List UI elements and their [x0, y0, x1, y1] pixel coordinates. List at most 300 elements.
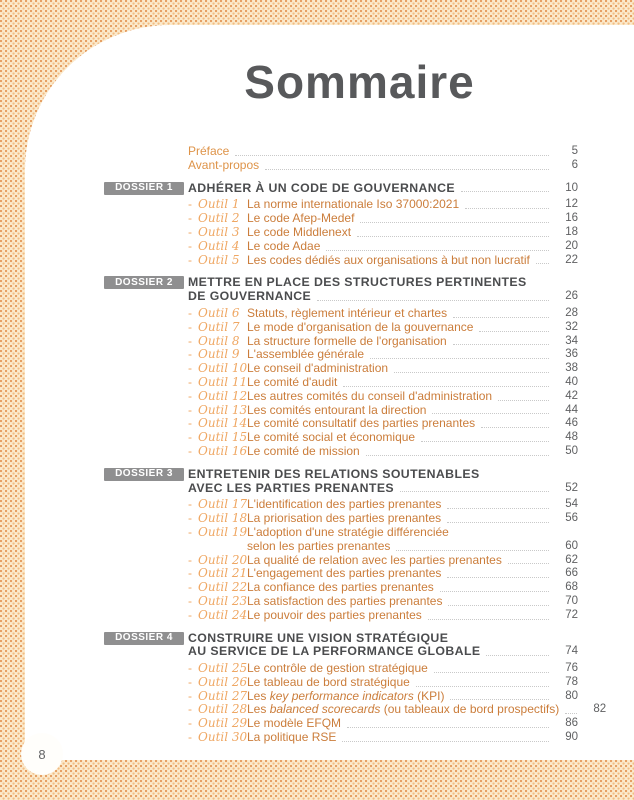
- title-lines: [188, 468, 578, 496]
- title-segment: La structure formelle de l'organisation: [247, 333, 447, 348]
- dash-icon: -: [188, 497, 192, 512]
- title-lines: [188, 632, 578, 660]
- title-text: [247, 731, 336, 745]
- title-lines: [247, 307, 578, 321]
- outil-label: Outil 27: [198, 688, 248, 703]
- outil-page-number: 54: [565, 498, 578, 511]
- outil-row: [188, 212, 578, 226]
- outil-label: Outil 12: [198, 388, 248, 403]
- title-segment: Le comité de mission: [247, 443, 360, 458]
- title-text: [247, 362, 388, 376]
- outil-row: [188, 662, 578, 676]
- dotted-leader: [447, 522, 549, 523]
- dash-icon: -: [188, 661, 192, 676]
- outil-label: Outil 11: [198, 374, 248, 389]
- title-segment: Le pouvoir des parties prenantes: [247, 607, 422, 622]
- outil-label: Outil 7: [198, 319, 240, 334]
- title-segment: Le conseil d'administration: [247, 361, 389, 376]
- dash-icon: -: [188, 430, 192, 445]
- outil-page-number: 56: [565, 512, 578, 525]
- dash-icon: -: [188, 730, 192, 745]
- dotted-leader: [434, 672, 549, 673]
- outil-label: Outil 10: [198, 361, 248, 376]
- dash-icon: -: [188, 702, 192, 717]
- title-text: [247, 198, 459, 212]
- outil-row: [188, 731, 578, 745]
- title-text: [247, 703, 559, 717]
- title-text: [247, 335, 447, 349]
- title-text: [188, 276, 527, 290]
- title-segment: Les: [247, 688, 270, 703]
- title-text: [188, 468, 480, 482]
- dotted-leader: [498, 400, 549, 401]
- title-line: [247, 404, 578, 418]
- dossier-badge: DOSSIER 3: [104, 468, 184, 481]
- title-line: [247, 240, 578, 254]
- outil-page-number: 80: [565, 689, 578, 702]
- dossier-badge: DOSSIER 4: [104, 632, 184, 645]
- title-segment: Les: [247, 702, 270, 717]
- title-text: [247, 554, 502, 568]
- dotted-leader: [360, 222, 549, 223]
- outil-page-number: 36: [565, 348, 578, 361]
- outil-label: Outil 29: [198, 716, 248, 731]
- title-segment: Le mode d'organisation de la gouvernance: [247, 319, 474, 334]
- title-segment: Le code Middlenext: [247, 224, 352, 239]
- title-line: [247, 540, 578, 554]
- front-matter-page-number: 5: [571, 145, 578, 157]
- front-matter-page-number: 6: [571, 158, 578, 171]
- dash-icon: -: [188, 511, 192, 526]
- outil-page-number: 16: [565, 212, 578, 225]
- title-text: [247, 498, 441, 512]
- outil-page-number: 78: [565, 675, 578, 688]
- outil-label: Outil 3: [198, 224, 240, 239]
- title-segment: AVEC LES PARTIES PRENANTES: [188, 480, 395, 495]
- outil-label: Outil 26: [198, 674, 248, 689]
- title-line: [188, 276, 578, 290]
- title-segment: Statuts, règlement intérieur et chartes: [247, 305, 448, 320]
- outil-row: [188, 609, 578, 623]
- title-line: [247, 212, 578, 226]
- dotted-leader: [317, 300, 549, 301]
- title-text: [247, 417, 475, 431]
- title-lines: [247, 567, 578, 581]
- title-segment: La qualité de relation avec les parties prenantes: [247, 552, 502, 567]
- outil-row: [188, 676, 578, 690]
- outil-page-number: 40: [565, 375, 578, 388]
- dash-icon: -: [188, 443, 192, 458]
- outil-page-number: 18: [565, 225, 578, 238]
- title-line: [247, 609, 578, 623]
- outil-page-number: 66: [565, 567, 578, 580]
- dossier-section: [104, 630, 607, 745]
- title-lines: [247, 254, 578, 268]
- outil-page-number: 22: [565, 253, 578, 266]
- title-lines: [247, 676, 578, 690]
- title-text: [188, 290, 311, 304]
- outil-label: Outil 25: [198, 661, 248, 676]
- title-text: [247, 662, 428, 676]
- title-text: [247, 526, 449, 540]
- title-line: [188, 645, 578, 659]
- title-line: [247, 362, 578, 376]
- dash-icon: -: [188, 252, 192, 267]
- dash-icon: -: [188, 333, 192, 348]
- dash-icon: -: [188, 524, 192, 539]
- title-line: [188, 482, 578, 496]
- dotted-leader: [370, 358, 549, 359]
- title-line: [247, 348, 578, 362]
- title-segment: L'adoption d'une stratégie différenciée: [247, 524, 449, 539]
- front-matter-row: [188, 159, 578, 173]
- outil-row: [188, 254, 578, 268]
- title-text: [247, 240, 320, 254]
- dotted-leader: [465, 208, 549, 209]
- page-title: Sommaire: [244, 56, 475, 108]
- outil-label: Outil 15: [198, 430, 248, 445]
- title-text: [247, 390, 492, 404]
- title-line: [247, 226, 578, 240]
- title-segment: METTRE EN PLACE DES STRUCTURES PERTINENTES: [188, 275, 527, 290]
- outil-label: Outil 8: [198, 333, 240, 348]
- title-line: [188, 182, 578, 196]
- title-segment: selon les parties prenantes: [247, 538, 391, 553]
- dotted-leader: [357, 236, 549, 237]
- front-matter-row: [188, 145, 578, 159]
- title-segment: Les autres comités du conseil d'administration: [247, 388, 493, 403]
- title-lines: [247, 348, 578, 362]
- dash-icon: -: [188, 361, 192, 376]
- outil-label: Outil 30: [198, 730, 248, 745]
- title-lines: [247, 240, 578, 254]
- title-line: [188, 468, 578, 482]
- title-segment: Le modèle EFQM: [247, 716, 342, 731]
- outil-list: [188, 198, 578, 267]
- outil-page-number: 62: [565, 553, 578, 566]
- dotted-leader: [450, 699, 549, 700]
- title-segment: L'assemblée générale: [247, 347, 365, 362]
- dossier-page-number: 52: [565, 481, 578, 494]
- title-segment: balanced scorecards: [269, 702, 381, 717]
- dotted-leader: [342, 741, 549, 742]
- outil-page-number: 46: [565, 417, 578, 430]
- title-line: [247, 595, 578, 609]
- outil-page-number: 60: [565, 539, 578, 552]
- dotted-leader: [565, 713, 577, 714]
- outil-page-number: 48: [565, 431, 578, 444]
- dossier-page-number: 74: [565, 645, 578, 658]
- outil-list: [188, 498, 578, 622]
- title-lines: [247, 498, 578, 512]
- title-text: [247, 540, 390, 554]
- title-text: [247, 321, 473, 335]
- title-segment: Le code Adae: [247, 238, 321, 253]
- dash-icon: -: [188, 552, 192, 567]
- title-lines: [247, 198, 578, 212]
- outil-page-number: 72: [565, 608, 578, 621]
- title-segment: Le contrôle de gestion stratégique: [247, 661, 428, 676]
- title-line: [247, 702, 607, 717]
- outil-row: [188, 431, 578, 445]
- title-lines: [247, 321, 578, 335]
- title-lines: [247, 431, 578, 445]
- title-line: [188, 632, 578, 646]
- outil-list: [188, 661, 607, 745]
- outil-label: Outil 18: [198, 511, 248, 526]
- title-segment: AU SERVICE DE LA PERFORMANCE GLOBALE: [188, 644, 481, 659]
- outil-label: Outil 1: [198, 197, 240, 212]
- outil-label: Outil 5: [198, 252, 240, 267]
- title-line: [247, 335, 578, 349]
- outil-page-number: 34: [565, 334, 578, 347]
- title-lines: [247, 702, 607, 717]
- title-text: [188, 182, 455, 196]
- title-line: [247, 662, 578, 676]
- folio-number: 8: [38, 746, 46, 762]
- outil-row: [188, 581, 578, 595]
- outil-page-number: 76: [565, 662, 578, 675]
- outil-label: Outil 24: [198, 607, 248, 622]
- title-segment: CONSTRUIRE UNE VISION STRATÉGIQUE: [188, 630, 449, 645]
- outil-label: Outil 4: [198, 238, 240, 253]
- outil-label: Outil 9: [198, 347, 240, 362]
- outil-page-number: 44: [565, 403, 578, 416]
- outil-row: [188, 321, 578, 335]
- title-line: [247, 321, 578, 335]
- dash-icon: -: [188, 580, 192, 595]
- outil-row: [188, 376, 578, 390]
- outil-page-number: 68: [565, 581, 578, 594]
- title-text: [188, 482, 394, 496]
- outil-row: [188, 498, 578, 512]
- title-segment: Les codes dédiés aux organisations à but non lucratif: [247, 252, 530, 267]
- title-text: [247, 431, 415, 445]
- outil-label: Outil 22: [198, 580, 248, 595]
- title-lines: [247, 595, 578, 609]
- dash-icon: -: [188, 566, 192, 581]
- dotted-leader: [343, 386, 549, 387]
- title-segment: Les comités entourant la direction: [247, 402, 427, 417]
- title-line: [247, 676, 578, 690]
- title-lines: [247, 690, 578, 704]
- title-text: [188, 632, 448, 646]
- outil-page-number: 90: [565, 731, 578, 744]
- dotted-leader: [265, 169, 549, 170]
- title-lines: [247, 512, 578, 526]
- dash-icon: -: [188, 319, 192, 334]
- title-text: [247, 376, 337, 390]
- dossier-header: [104, 182, 578, 196]
- title-segment: Le code Afep-Medef: [247, 211, 355, 226]
- outil-page-number: 28: [565, 306, 578, 319]
- outil-row: [188, 404, 578, 418]
- title-segment: ENTRETENIR DES RELATIONS SOUTENABLES: [188, 466, 480, 481]
- title-lines: [247, 717, 578, 731]
- title-line: [247, 390, 578, 404]
- title-lines: [247, 662, 578, 676]
- title-line: [247, 554, 578, 568]
- title-lines: [247, 731, 578, 745]
- title-segment: L'identification des parties prenantes: [247, 497, 442, 512]
- dossier-section: [104, 276, 578, 458]
- dotted-leader: [428, 619, 549, 620]
- front-matter-label: Préface: [188, 144, 230, 158]
- dash-icon: -: [188, 716, 192, 731]
- title-text: [247, 676, 410, 690]
- dash-icon: -: [188, 674, 192, 689]
- outil-page-number: 42: [565, 389, 578, 402]
- dotted-leader: [366, 455, 549, 456]
- title-line: [247, 567, 578, 581]
- title-line: [247, 717, 578, 731]
- outil-label: Outil 19: [198, 524, 248, 539]
- outil-page-number: 38: [565, 362, 578, 375]
- title-segment: Le comité consultatif des parties prenantes: [247, 416, 476, 431]
- dash-icon: -: [188, 607, 192, 622]
- title-text: [247, 581, 434, 595]
- title-segment: Le comité social et économique: [247, 430, 416, 445]
- title-line: [247, 526, 578, 540]
- title-segment: key performance indicators: [269, 688, 414, 703]
- folio-circle: [21, 733, 63, 775]
- dotted-leader: [440, 591, 549, 592]
- title-line: [247, 254, 578, 268]
- dotted-leader: [508, 563, 549, 564]
- dossier-page-number: 26: [565, 290, 578, 303]
- outil-label: Outil 17: [198, 497, 248, 512]
- outil-row: [188, 702, 607, 717]
- outil-row: [188, 417, 578, 431]
- title-text: [247, 567, 441, 581]
- outil-page-number: 50: [565, 444, 578, 457]
- outil-label: Outil 6: [198, 305, 240, 320]
- outil-row: [188, 348, 578, 362]
- outil-row: [188, 717, 578, 731]
- title-segment: La priorisation des parties prenantes: [247, 511, 442, 526]
- toc: [104, 144, 607, 745]
- outil-page-number: 86: [565, 717, 578, 730]
- title-segment: L'engagement des parties prenantes: [247, 566, 442, 581]
- dotted-leader: [394, 372, 549, 373]
- title-lines: [247, 335, 578, 349]
- dotted-leader: [481, 427, 549, 428]
- outil-row: [188, 362, 578, 376]
- outil-list: [188, 307, 578, 459]
- title-line: [247, 307, 578, 321]
- title-segment: La satisfaction des parties prenantes: [247, 593, 443, 608]
- outil-row: [188, 526, 578, 554]
- outil-row: [188, 198, 578, 212]
- dash-icon: -: [188, 593, 192, 608]
- dotted-leader: [461, 191, 549, 192]
- dossier-header: [104, 468, 578, 496]
- title-lines: [247, 526, 578, 554]
- dash-icon: -: [188, 238, 192, 253]
- title-line: [247, 417, 578, 431]
- outil-row: [188, 554, 578, 568]
- title-text: [247, 307, 447, 321]
- title-line: [247, 198, 578, 212]
- dossier-header: [104, 276, 578, 304]
- front-matter-label: Avant-propos: [188, 157, 260, 172]
- title-segment: La politique RSE: [247, 730, 337, 745]
- title-line: [247, 581, 578, 595]
- dotted-leader: [447, 577, 549, 578]
- dotted-leader: [447, 508, 549, 509]
- title-text: [247, 512, 441, 526]
- title-text: [247, 348, 364, 362]
- title-lines: [247, 404, 578, 418]
- title-lines: [247, 390, 578, 404]
- outil-row: [188, 240, 578, 254]
- outil-page-number: 70: [565, 594, 578, 607]
- dash-icon: -: [188, 347, 192, 362]
- dash-icon: -: [188, 305, 192, 320]
- dash-icon: -: [188, 197, 192, 212]
- outil-label: Outil 13: [198, 402, 248, 417]
- title-text: [247, 445, 360, 459]
- outil-label: Outil 23: [198, 593, 248, 608]
- outil-label: Outil 21: [198, 566, 248, 581]
- title-line: [247, 498, 578, 512]
- title-lines: [247, 362, 578, 376]
- dotted-leader: [479, 331, 549, 332]
- title-segment: Le comité d'audit: [247, 374, 338, 389]
- title-lines: [247, 212, 578, 226]
- outil-page-number: 32: [565, 320, 578, 333]
- dotted-leader: [396, 550, 549, 551]
- title-lines: [247, 554, 578, 568]
- title-lines: [247, 609, 578, 623]
- outil-row: [188, 567, 578, 581]
- title-segment: La confiance des parties prenantes: [247, 580, 434, 595]
- dotted-leader: [536, 263, 549, 264]
- title-line: [247, 431, 578, 445]
- outil-label: Outil 14: [198, 416, 248, 431]
- title-text: [247, 690, 444, 704]
- dash-icon: -: [188, 374, 192, 389]
- dossier-badge: DOSSIER 1: [104, 182, 184, 195]
- outil-page-number: 12: [565, 198, 578, 211]
- dotted-leader: [326, 250, 549, 251]
- title-text: [247, 254, 530, 268]
- dotted-leader: [235, 155, 549, 156]
- title-lines: [188, 182, 578, 196]
- dotted-leader: [448, 605, 549, 606]
- outil-row: [188, 335, 578, 349]
- title-lines: [247, 417, 578, 431]
- title-text: [188, 645, 480, 659]
- dotted-leader: [400, 491, 549, 492]
- dossier-badge: DOSSIER 2: [104, 276, 184, 289]
- title-segment: (KPI): [413, 688, 445, 703]
- dotted-leader: [432, 413, 549, 414]
- dash-icon: -: [188, 402, 192, 417]
- outil-page-number: 82: [593, 703, 607, 716]
- title-text: [247, 595, 442, 609]
- dotted-leader: [453, 344, 549, 345]
- outil-row: [188, 512, 578, 526]
- title-lines: [247, 376, 578, 390]
- outil-row: [188, 690, 578, 704]
- dash-icon: -: [188, 211, 192, 226]
- dotted-leader: [486, 655, 549, 656]
- outil-row: [188, 445, 578, 459]
- dash-icon: -: [188, 688, 192, 703]
- title-lines: [188, 276, 578, 304]
- outil-row: [188, 390, 578, 404]
